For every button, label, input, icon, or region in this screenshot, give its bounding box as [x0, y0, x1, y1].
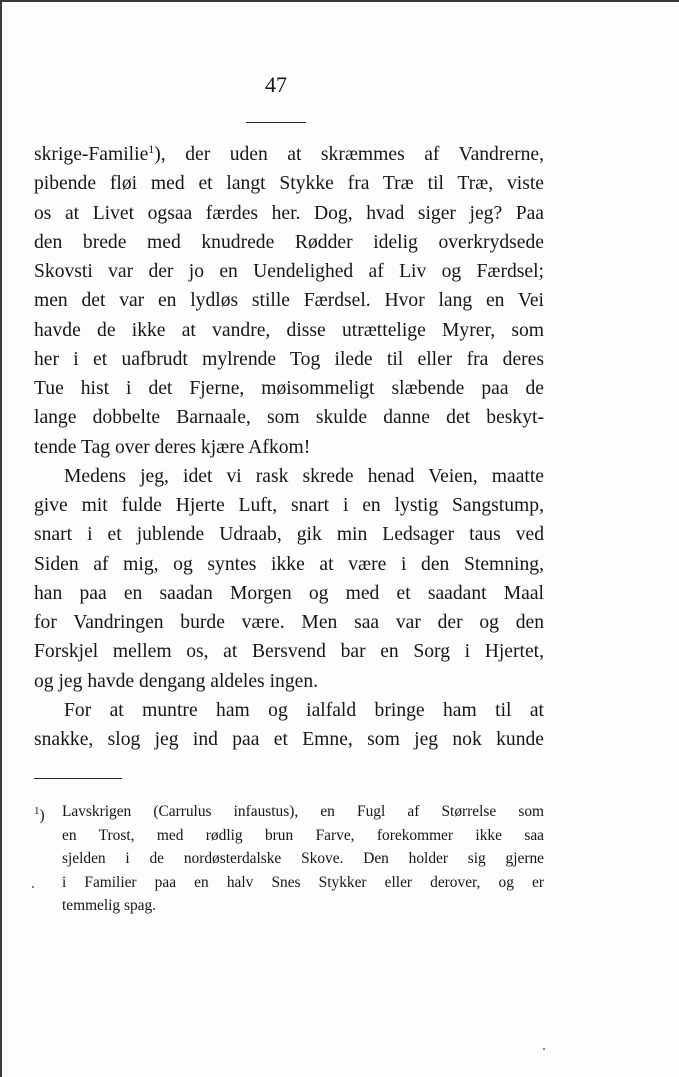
- body-line-21: snakke, slog jeg ind paa et Emne, som jeg nok kunde: [34, 729, 544, 750]
- body-line-4: den brede med knudrede Rødder idelig overkrydsede: [34, 231, 544, 253]
- body-line-20: For at muntre ham og ialfald bringe ham til at: [64, 699, 544, 721]
- body-line-10: lange dobbelte Barnaale, som skulde danne det beskyt-: [34, 407, 544, 429]
- body-line-13: give mit fulde Hjerte Luft, snart i en lystig Sangstump,: [34, 495, 544, 516]
- body-line-15: Siden af mig, og syntes ikke at være i den Stemning,: [34, 553, 544, 575]
- body-line-18: Forskjel mellem os, at Bersvend bar en Sorg i Hjertet,: [34, 641, 544, 663]
- body-line-9: Tue hist i det Fjerne, møisommeligt slæbende paa de: [34, 378, 544, 399]
- body-line-7: havde de ikke at vandre, disse utrættelige Myrer, som: [34, 319, 544, 341]
- body-line-5: Skovsti var der jo en Uendelighed af Liv og Færdsel;: [34, 261, 544, 282]
- body-line-14: snart i et jublende Udraab, gik min Ledsager taus ved: [34, 524, 544, 546]
- body-line-1-start: skrige-Familie: [34, 144, 149, 165]
- footnote-line-4: i Familier paa en halv Snes Stykker eller derover, og er: [62, 873, 544, 891]
- footnote-rule: [34, 778, 122, 779]
- page-number: 47: [265, 72, 287, 97]
- footnote-line-5: temmelig spag.: [62, 897, 157, 915]
- body-text: [34, 140, 544, 754]
- paper-speck: [543, 1048, 545, 1050]
- footnote-marker: $^1$): [34, 805, 45, 824]
- paper-speck: [32, 886, 34, 888]
- body-line-11: tende Tag over deres kjære Afkom!: [34, 436, 311, 458]
- footnote: [34, 800, 544, 918]
- body-line-17: for Vandringen burde være. Men saa var der og den: [34, 612, 544, 633]
- footnote-marker-number: 1: [34, 805, 40, 817]
- footnote-reference[interactable]: 1: [148, 142, 155, 156]
- body-line-1-end: ), der uden at skræmmes af Vandrerne,: [154, 144, 544, 165]
- body-line-3: os at Livet ogsaa færdes her. Dog, hvad siger jeg? Paa: [34, 202, 544, 224]
- header-rule: [246, 122, 306, 123]
- body-line-16: han paa en saadan Morgen og med et saadant Maal: [34, 582, 544, 604]
- body-line-19: og jeg havde dengang aldeles ingen.: [34, 670, 319, 692]
- body-line-2: pibende fløi med et langt Stykke fra Træ til Træ, viste: [34, 173, 544, 195]
- body-line-12: Medens jeg, idet vi rask skrede henad Veien, maatte: [64, 465, 544, 487]
- body-line-1: [34, 140, 544, 169]
- footnote-line-1: Lavskrigen (Carrulus infaustus), en Fugl af Størrelse som: [62, 803, 544, 820]
- body-line-8: her i et uafbrudt mylrende Tog ilede til eller fra deres: [34, 348, 544, 370]
- body-line-6: men det var en lydløs stille Færdsel. Hvor lang en Vei: [34, 290, 544, 312]
- footnote-line-2: en Trost, med rødlig brun Farve, forekommer ikke saa: [62, 826, 544, 844]
- footnote-line-3: sjelden i de nordøsterdalske Skove. Den holder sig gjerne: [62, 850, 544, 868]
